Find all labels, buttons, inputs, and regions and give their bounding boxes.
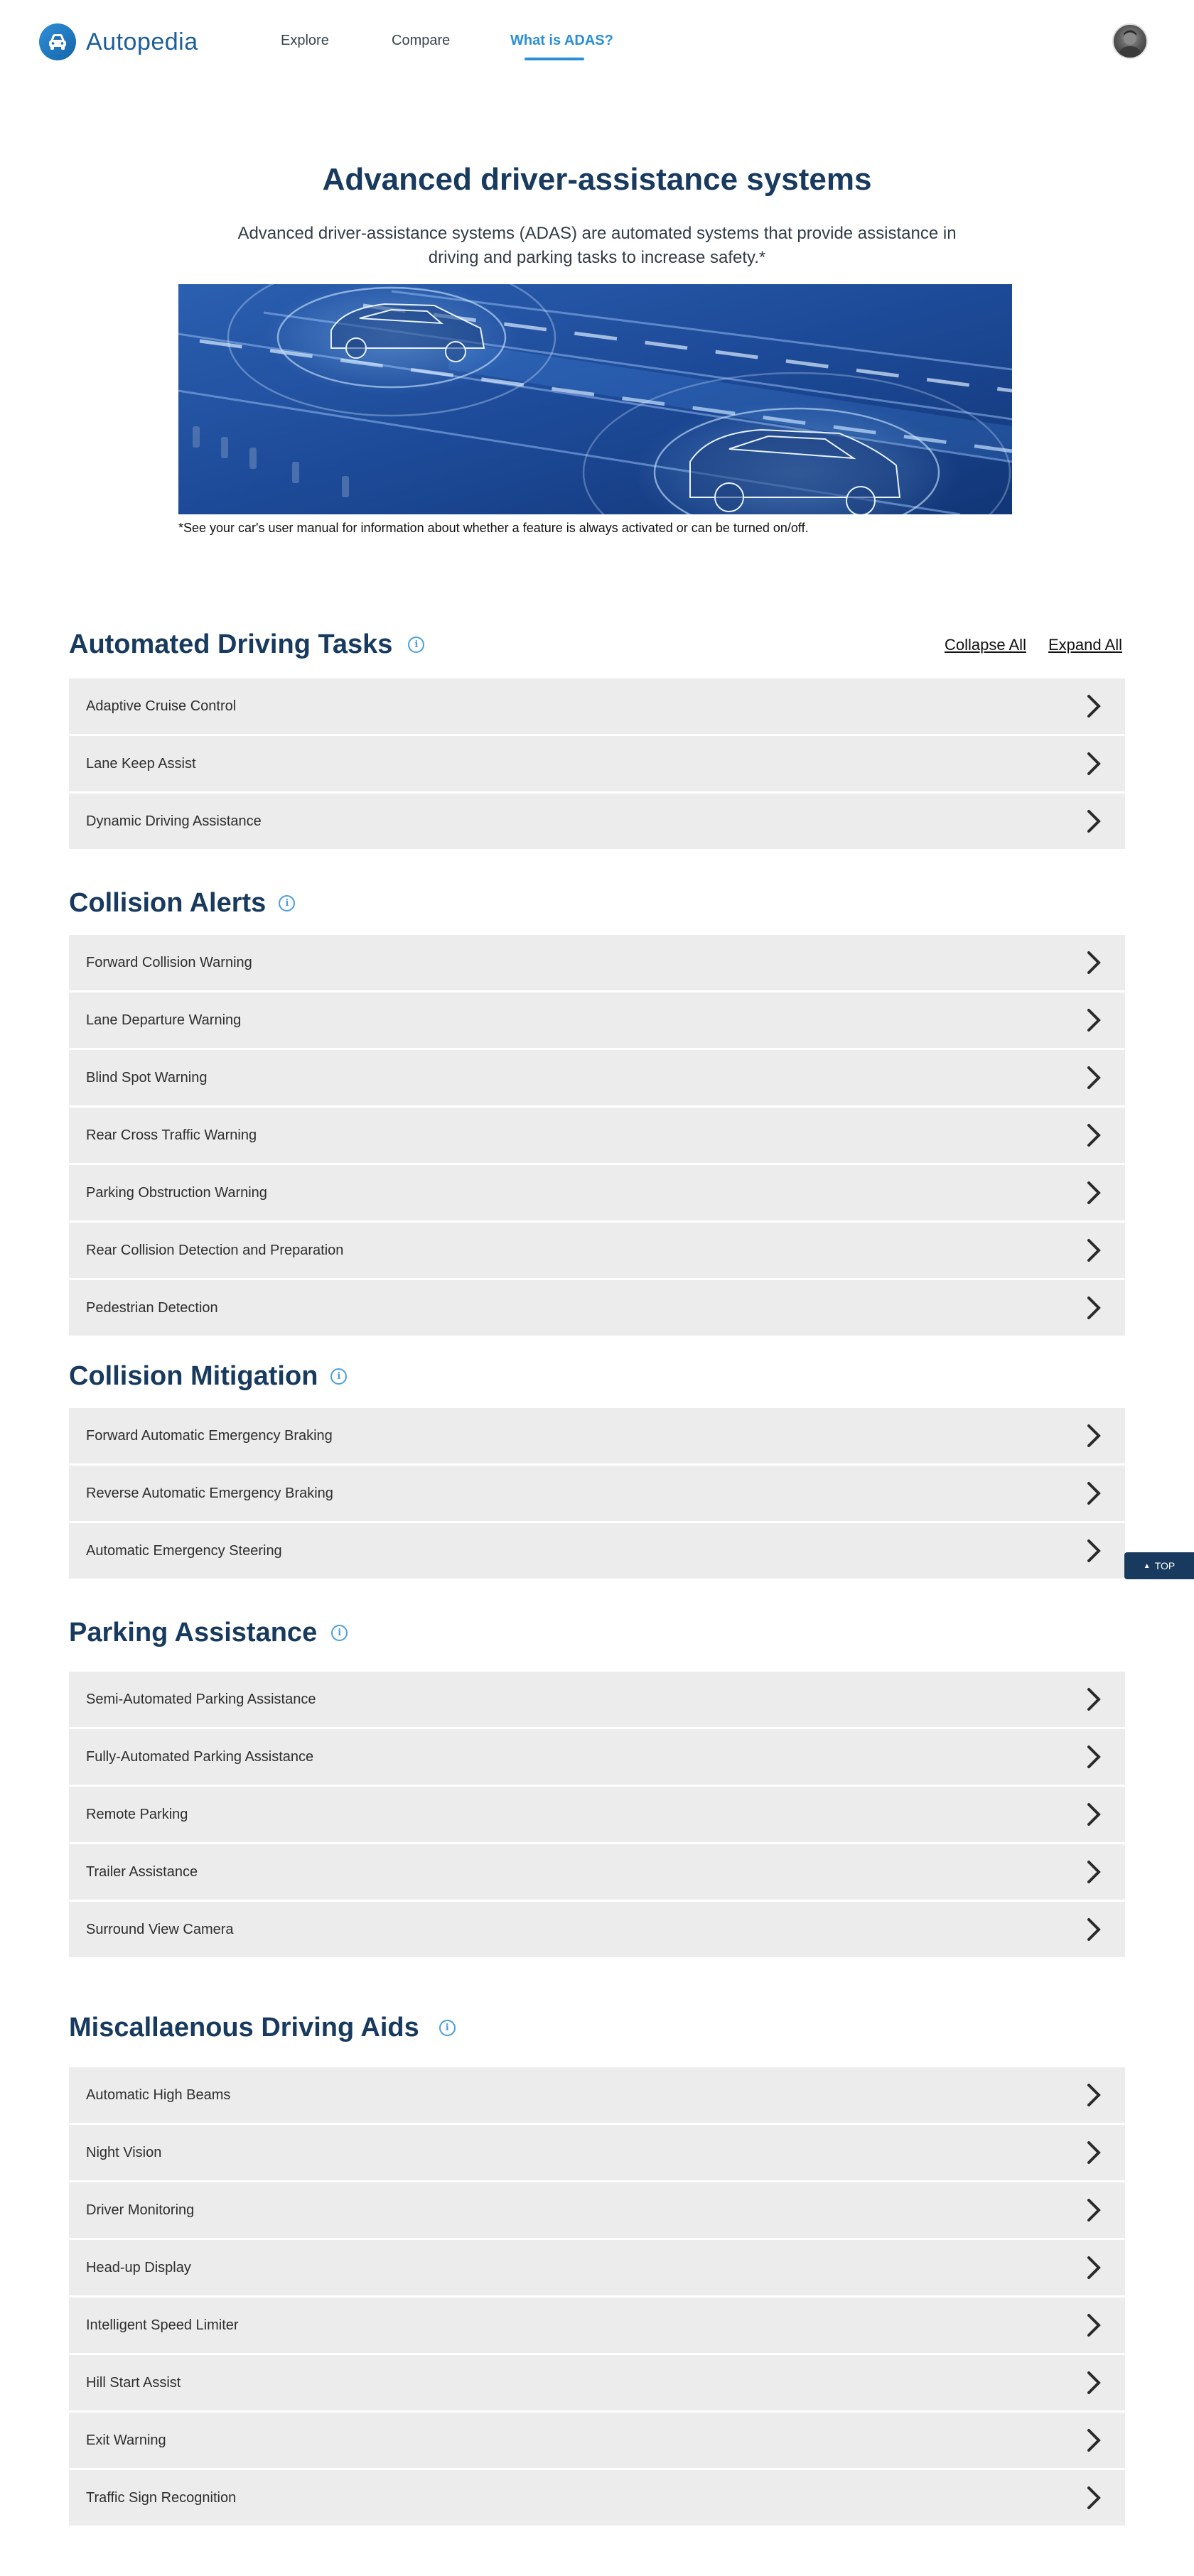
row-label: Adaptive Cruise Control	[86, 698, 237, 714]
chevron-right-icon	[1087, 1424, 1101, 1448]
accordion-row[interactable]	[69, 2240, 1125, 2295]
accordion-row[interactable]	[69, 1280, 1125, 1336]
row-label: Remote Parking	[86, 1806, 188, 1822]
chevron-right-icon	[1087, 1687, 1101, 1711]
row-label: Parking Obstruction Warning	[86, 1184, 267, 1201]
accordion-row[interactable]	[69, 2125, 1125, 2180]
back-to-top-button[interactable]	[1124, 1552, 1194, 1579]
row-label: Fully-Automated Parking Assistance	[86, 1748, 314, 1765]
section-title-collision-alerts	[69, 888, 295, 919]
accordion-row[interactable]	[69, 1902, 1125, 1957]
accordion-list-collision-mitigation	[69, 1408, 1125, 1581]
section-heading: Collision Mitigation	[69, 1361, 318, 1391]
chevron-right-icon	[1087, 1238, 1101, 1262]
row-label: Dynamic Driving Assistance	[86, 813, 262, 829]
section-heading: Miscallaenous Driving Aids	[69, 2013, 419, 2042]
row-label: Intelligent Speed Limiter	[86, 2317, 239, 2333]
accordion-row[interactable]	[69, 1844, 1125, 1900]
row-label: Pedestrian Detection	[86, 1299, 218, 1316]
row-label: Surround View Camera	[86, 1921, 234, 1937]
row-label: Trailer Assistance	[86, 1863, 198, 1880]
caret-up-icon: ▲	[1143, 1562, 1151, 1570]
row-label: Semi-Automated Parking Assistance	[86, 1691, 316, 1707]
accordion-row[interactable]	[69, 1729, 1125, 1785]
accordion-row[interactable]	[69, 2355, 1125, 2410]
accordion-row[interactable]	[69, 1165, 1125, 1221]
section-title-automated-driving-tasks	[69, 629, 424, 660]
chevron-right-icon	[1087, 1802, 1101, 1827]
chevron-right-icon	[1087, 694, 1101, 718]
row-label: Head-up Display	[86, 2259, 191, 2275]
brand-name: Autopedia	[86, 28, 198, 55]
chevron-right-icon	[1087, 1917, 1101, 1942]
info-icon[interactable]: i	[331, 1625, 348, 1641]
accordion-row[interactable]	[69, 2298, 1125, 2353]
row-label: Traffic Sign Recognition	[86, 2489, 237, 2506]
chevron-right-icon	[1087, 2256, 1101, 2280]
chevron-right-icon	[1087, 1123, 1101, 1147]
chevron-right-icon	[1087, 2428, 1101, 2452]
active-nav-indicator	[525, 58, 584, 60]
row-label: Forward Collision Warning	[86, 954, 252, 970]
accordion-row[interactable]	[69, 1672, 1125, 1727]
chevron-right-icon	[1087, 2141, 1101, 2165]
row-label: Forward Automatic Emergency Braking	[86, 1427, 333, 1444]
row-label: Hill Start Assist	[86, 2374, 181, 2391]
accordion-row[interactable]	[69, 2470, 1125, 2526]
row-label: Blind Spot Warning	[86, 1069, 208, 1086]
accordion-row[interactable]	[69, 2413, 1125, 2468]
section-title-miscellaneous-driving-aids	[69, 2013, 456, 2043]
accordion-row[interactable]	[69, 992, 1125, 1048]
nav-what-is-adas[interactable]: What is ADAS?	[510, 33, 613, 48]
row-label: Automatic High Beams	[86, 2087, 231, 2103]
chevron-right-icon	[1087, 1181, 1101, 1205]
accordion-row[interactable]	[69, 736, 1125, 791]
accordion-row[interactable]	[69, 1050, 1125, 1105]
row-label: Lane Keep Assist	[86, 755, 196, 772]
accordion-list-miscellaneous-driving-aids	[69, 2067, 1125, 2528]
accordion-row[interactable]	[69, 1108, 1125, 1163]
chevron-right-icon	[1087, 2313, 1101, 2337]
info-icon[interactable]: i	[279, 895, 295, 911]
accordion-row[interactable]	[69, 1408, 1125, 1463]
chevron-right-icon	[1087, 2371, 1101, 2395]
accordion-row[interactable]	[69, 678, 1125, 734]
chevron-right-icon	[1087, 1860, 1101, 1884]
info-icon[interactable]: i	[408, 637, 424, 653]
accordion-list-collision-alerts	[69, 935, 1125, 1338]
accordion-row[interactable]	[69, 935, 1125, 990]
expand-all-link[interactable]: Expand All	[1048, 636, 1122, 654]
row-label: Rear Cross Traffic Warning	[86, 1127, 257, 1143]
section-title-collision-mitigation	[69, 1361, 347, 1392]
autopedia-logo[interactable]	[39, 23, 198, 60]
row-label: Driver Monitoring	[86, 2202, 195, 2218]
site-header	[0, 0, 1194, 84]
chevron-right-icon	[1087, 1008, 1101, 1032]
accordion-row[interactable]	[69, 1787, 1125, 1842]
chevron-right-icon	[1087, 951, 1101, 975]
manual-footnote: *See your car's user manual for information about whether a feature is always activated or can be turned on/off.	[178, 521, 809, 535]
adas-hero-image	[178, 284, 1012, 514]
chevron-right-icon	[1087, 809, 1101, 833]
avatar[interactable]	[1112, 23, 1148, 59]
chevron-right-icon	[1087, 2486, 1101, 2510]
section-title-parking-assistance	[69, 1618, 348, 1648]
nav-explore[interactable]: Explore	[281, 33, 329, 48]
accordion-row[interactable]	[69, 794, 1125, 849]
chevron-right-icon	[1087, 1745, 1101, 1769]
car-icon	[39, 23, 76, 60]
accordion-row[interactable]	[69, 1466, 1125, 1521]
info-icon[interactable]: i	[439, 2020, 456, 2036]
chevron-right-icon	[1087, 752, 1101, 776]
collapse-all-link[interactable]: Collapse All	[945, 636, 1026, 654]
row-label: Rear Collision Detection and Preparation	[86, 1242, 344, 1258]
accordion-row[interactable]	[69, 1223, 1125, 1278]
accordion-list-automated-driving-tasks	[69, 678, 1125, 851]
row-label: Night Vision	[86, 2144, 162, 2160]
page-description: Advanced driver-assistance systems (ADAS) are automated systems that provide assistance in driving and parking tasks to increase safety.*	[237, 224, 957, 267]
accordion-list-parking-assistance	[69, 1672, 1125, 1959]
chevron-right-icon	[1087, 1481, 1101, 1505]
chevron-right-icon	[1087, 2083, 1101, 2107]
page-title: Advanced driver-assistance systems	[322, 162, 872, 197]
chevron-right-icon	[1087, 1296, 1101, 1320]
row-label: Reverse Automatic Emergency Braking	[86, 1485, 333, 1501]
section-heading: Automated Driving Tasks	[69, 629, 393, 659]
row-label: Exit Warning	[86, 2432, 166, 2448]
accordion-row[interactable]	[69, 1523, 1125, 1579]
chevron-right-icon	[1087, 2198, 1101, 2222]
row-label: Automatic Emergency Steering	[86, 1542, 282, 1559]
top-label: TOP	[1154, 1560, 1176, 1571]
chevron-right-icon	[1087, 1066, 1101, 1090]
nav-compare[interactable]: Compare	[392, 33, 451, 48]
accordion-row[interactable]	[69, 2182, 1125, 2238]
row-label: Lane Departure Warning	[86, 1012, 242, 1028]
info-icon[interactable]: i	[330, 1368, 347, 1385]
section-heading: Parking Assistance	[69, 1618, 318, 1647]
accordion-row[interactable]	[69, 2067, 1125, 2123]
section-heading: Collision Alerts	[69, 888, 267, 918]
chevron-right-icon	[1087, 1539, 1101, 1563]
